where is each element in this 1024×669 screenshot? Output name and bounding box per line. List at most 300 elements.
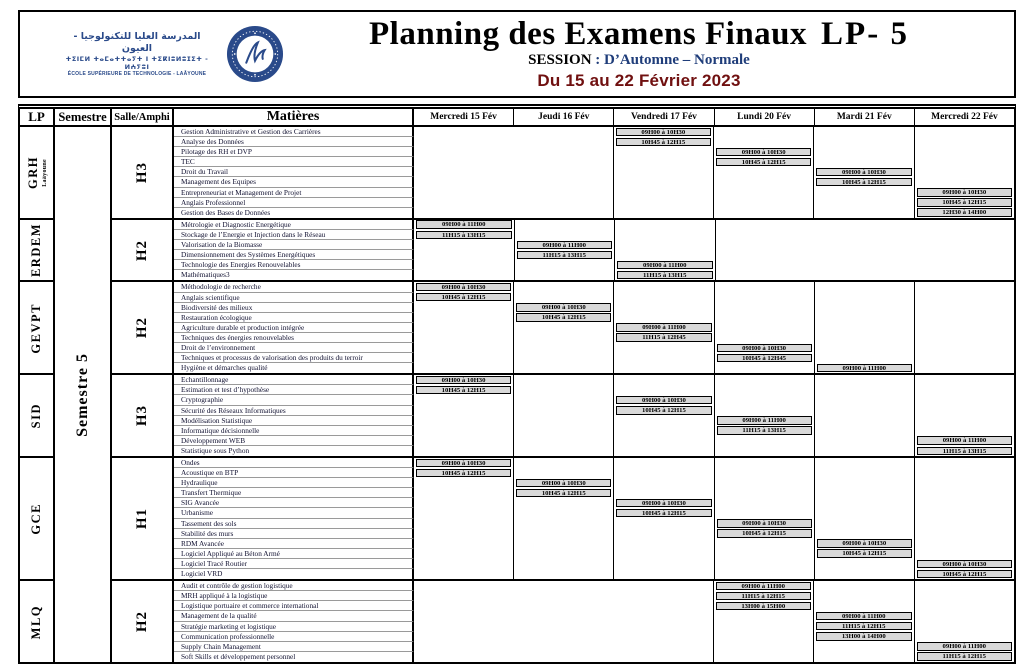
day-cell <box>513 468 613 478</box>
day-cell <box>814 395 914 405</box>
day-cell <box>613 446 713 456</box>
day-cell <box>613 177 713 187</box>
day-cell <box>414 446 513 456</box>
day-cell <box>513 188 612 198</box>
day-cell <box>514 632 614 642</box>
day-cell <box>514 220 615 230</box>
day-cell <box>613 539 713 549</box>
day-cell <box>815 230 915 240</box>
day-cell <box>914 591 1015 601</box>
day-cell <box>714 363 814 373</box>
subject-name: Sécurité des Réseaux Informatiques <box>174 406 414 416</box>
day-cell <box>814 446 914 456</box>
exam-time-slot: 11H15 à 13H15 <box>416 231 512 239</box>
day-cell <box>714 468 814 478</box>
exam-time-slot: 11H15 à 13H15 <box>717 426 812 434</box>
day-cell <box>715 220 816 230</box>
column-header-day-2: Jeudi 16 Fév <box>513 109 613 125</box>
day-cell <box>814 363 914 373</box>
day-cell <box>713 591 814 601</box>
day-cell <box>714 488 814 498</box>
subject-name: Ondes <box>174 458 414 468</box>
day-cell <box>513 488 613 498</box>
day-cell <box>613 642 713 652</box>
day-cell <box>914 539 1014 549</box>
day-cell <box>914 198 1014 208</box>
day-cell <box>414 458 513 468</box>
day-cell <box>613 406 713 416</box>
page-title <box>284 17 994 52</box>
subject-name: Métrologie et Diagnostic Energétique <box>174 220 414 230</box>
day-cell <box>914 601 1015 611</box>
day-cell <box>513 385 613 395</box>
room-cell-grh <box>112 127 174 218</box>
day-cell <box>414 468 513 478</box>
exam-time-slot: 09H00 à 11H00 <box>816 612 912 620</box>
subject-row <box>174 147 1014 157</box>
day-cell <box>814 323 914 333</box>
day-cell <box>513 498 613 508</box>
day-cell <box>613 519 713 529</box>
day-cell <box>613 188 713 198</box>
day-cell <box>914 498 1014 508</box>
subject-name: Gestion Administrative et Gestion des Carrières <box>174 127 414 137</box>
exam-time-slot: 10H45 à 12H15 <box>717 529 812 537</box>
day-cell <box>813 127 913 137</box>
subject-row <box>174 581 1014 591</box>
subject-row <box>174 137 1014 147</box>
day-cell <box>414 642 514 652</box>
day-cell <box>513 147 612 157</box>
day-cell <box>414 569 513 579</box>
semester-column <box>55 127 112 662</box>
subject-name: Logistique portuaire et commerce international <box>174 601 414 611</box>
subject-row <box>174 488 1014 498</box>
day-cell <box>914 395 1014 405</box>
day-cell <box>914 127 1014 137</box>
day-cell <box>613 375 713 385</box>
day-cell <box>814 559 914 569</box>
day-cell <box>914 468 1014 478</box>
subject-name: Informatique décisionnelle <box>174 426 414 436</box>
day-cell <box>414 539 513 549</box>
document-header <box>18 10 1016 98</box>
day-cell <box>414 230 514 240</box>
day-cell <box>513 363 613 373</box>
day-cell <box>714 293 814 303</box>
subject-row <box>174 230 1014 240</box>
day-cell <box>414 395 513 405</box>
subject-row <box>174 611 1014 621</box>
day-cell <box>915 220 1015 230</box>
institution-name-tifinagh: ⵜⵉⵏⵎⵍ ⵜⴰⵎⴰⵜⵜⴰⵢⵜ ⵏ ⵜⵉⴽⵏⵓⵍⵓⵊⵉⵜ - ⵍⵄⵢⵓⵏ <box>65 54 209 71</box>
program-name: GRH <box>25 155 40 189</box>
room-cell-gce <box>112 458 174 579</box>
day-cell <box>914 313 1014 323</box>
day-cell <box>613 529 713 539</box>
day-cell <box>914 363 1014 373</box>
day-cell <box>614 220 715 230</box>
day-cell <box>414 363 513 373</box>
exam-time-slot: 11H15 à 12H15 <box>716 592 812 600</box>
day-cell <box>613 323 713 333</box>
day-cell <box>513 426 613 436</box>
day-cell <box>513 208 612 218</box>
day-cell <box>414 343 513 353</box>
day-cell <box>613 426 713 436</box>
day-cell <box>613 343 713 353</box>
subject-row <box>174 127 1014 137</box>
day-cell <box>513 395 613 405</box>
day-cell <box>414 591 514 601</box>
day-cell <box>713 137 813 147</box>
day-cell <box>414 250 514 260</box>
day-cell <box>614 260 715 270</box>
day-cell <box>714 569 814 579</box>
day-cell <box>513 333 613 343</box>
title-program-level: LP- 5 <box>821 15 909 52</box>
day-cell <box>713 622 814 632</box>
program-cell-erdem <box>20 220 53 283</box>
day-cell <box>613 303 713 313</box>
program-column <box>20 127 55 662</box>
day-cell <box>514 642 614 652</box>
day-cell <box>414 353 513 363</box>
subject-name: Statistique sous Python <box>174 446 414 456</box>
subject-name: Logiciel Appliqué au Béton Armé <box>174 549 414 559</box>
day-cell <box>914 581 1015 591</box>
day-cell <box>714 395 814 405</box>
exam-time-slot: 09H00 à 10H30 <box>616 128 711 136</box>
day-cell <box>414 127 513 137</box>
day-cell <box>414 632 514 642</box>
day-cell <box>513 313 613 323</box>
program-name: SID <box>29 403 43 429</box>
day-cell <box>814 406 914 416</box>
subject-row <box>174 519 1014 529</box>
exam-time-slot: 13H00 à 14H00 <box>816 632 912 640</box>
room-cell-erdem <box>112 220 174 281</box>
day-cell <box>713 177 813 187</box>
day-cell <box>914 137 1014 147</box>
day-cell <box>613 622 713 632</box>
exam-time-slot: 10H45 à 12H15 <box>516 489 611 497</box>
day-cell <box>713 652 814 662</box>
day-cell <box>914 642 1015 652</box>
institution-block <box>62 31 212 77</box>
day-cell <box>813 581 914 591</box>
subject-name: Développement WEB <box>174 436 414 446</box>
subject-row <box>174 270 1014 280</box>
day-cell <box>714 343 814 353</box>
day-cell <box>814 519 914 529</box>
exam-time-slot: 10H45 à 12H15 <box>416 469 511 477</box>
day-cell <box>414 260 514 270</box>
subject-row <box>174 375 1014 385</box>
subject-row <box>174 343 1014 353</box>
day-cell <box>513 539 613 549</box>
day-cell <box>914 622 1015 632</box>
day-cell <box>914 303 1014 313</box>
day-cell <box>813 611 914 621</box>
subject-name: Transfert Thermique <box>174 488 414 498</box>
day-cell <box>414 406 513 416</box>
day-cell <box>613 478 713 488</box>
exam-time-slot: 10H45 à 12H15 <box>416 293 511 301</box>
day-cell <box>513 519 613 529</box>
subject-name: Hygiène et démarches qualité <box>174 363 414 373</box>
column-header-day-4: Lundi 20 Fév <box>714 109 814 125</box>
day-cell <box>914 569 1014 579</box>
table-body <box>20 127 1014 662</box>
day-cell <box>414 157 513 167</box>
subject-row <box>174 622 1014 632</box>
exam-time-slot: 10H45 à 12H15 <box>817 549 912 557</box>
exam-time-slot: 09H00 à 10H30 <box>717 519 812 527</box>
day-cell <box>914 519 1014 529</box>
day-cell <box>513 529 613 539</box>
exam-time-slot: 09H00 à 11H00 <box>517 241 613 249</box>
day-cell <box>414 375 513 385</box>
column-header-matieres: Matières <box>174 109 414 125</box>
exam-time-slot: 10H45 à 12H15 <box>616 509 711 517</box>
exam-time-slot: 11H15 à 12H15 <box>816 622 912 630</box>
subject-row <box>174 416 1014 426</box>
day-cell <box>914 385 1014 395</box>
exam-time-slot: 09H00 à 10H30 <box>616 499 711 507</box>
day-cell <box>715 240 816 250</box>
day-cell <box>813 157 913 167</box>
subject-name: Technologie des Energies Renouvelables <box>174 260 414 270</box>
day-cell <box>414 611 514 621</box>
subject-name: Hydraulique <box>174 478 414 488</box>
column-header-day-3: Vendredi 17 Fév <box>613 109 713 125</box>
day-cell <box>714 353 814 363</box>
subject-name: SIG Avancée <box>174 498 414 508</box>
day-cell <box>513 198 612 208</box>
day-cell <box>713 632 814 642</box>
day-cell <box>513 343 613 353</box>
day-cell <box>715 260 816 270</box>
day-cell <box>815 250 915 260</box>
day-cell <box>414 488 513 498</box>
room-label: H2 <box>133 239 150 261</box>
day-cell <box>414 416 513 426</box>
room-label: H3 <box>133 161 150 183</box>
day-cell <box>513 177 612 187</box>
subject-row <box>174 559 1014 569</box>
session-line <box>284 52 994 69</box>
day-cell <box>613 208 713 218</box>
day-cell <box>614 230 715 240</box>
day-cell <box>713 157 813 167</box>
day-cell <box>813 652 914 662</box>
day-cell <box>613 167 713 177</box>
day-cell <box>914 436 1014 446</box>
day-cell <box>814 353 914 363</box>
exam-time-slot: 10H45 à 12H15 <box>917 570 1012 578</box>
exam-time-slot: 09H00 à 11H00 <box>617 261 713 269</box>
day-cell <box>414 559 513 569</box>
day-cell <box>914 375 1014 385</box>
day-cell <box>613 353 713 363</box>
day-cell <box>813 622 914 632</box>
day-cell <box>914 549 1014 559</box>
exam-time-slot: 13H00 à 15H00 <box>716 602 812 610</box>
subject-row <box>174 385 1014 395</box>
subject-name: Agriculture durable et production intégrée <box>174 323 414 333</box>
subject-row <box>174 395 1014 405</box>
subject-row <box>174 240 1014 250</box>
day-cell <box>914 323 1014 333</box>
subject-name: MRH appliqué à la logistique <box>174 591 414 601</box>
day-cell <box>814 385 914 395</box>
day-cell <box>414 198 513 208</box>
subject-name: Logiciel VRD <box>174 569 414 579</box>
day-cell <box>915 250 1015 260</box>
day-cell <box>914 529 1014 539</box>
day-cell <box>414 529 513 539</box>
day-cell <box>814 343 914 353</box>
subject-row <box>174 157 1014 167</box>
day-cell <box>614 250 715 260</box>
day-cell <box>414 240 514 250</box>
day-cell <box>613 652 713 662</box>
subject-name: Stockage de l’Energie et Injection dans le Réseau <box>174 230 414 240</box>
day-cell <box>513 323 613 333</box>
day-cell <box>414 519 513 529</box>
day-cell <box>813 208 913 218</box>
column-header-lp: LP <box>20 109 55 125</box>
day-cell <box>414 188 513 198</box>
exam-time-slot: 11H15 à 12H15 <box>917 652 1013 660</box>
day-cell <box>714 446 814 456</box>
program-group-mlq <box>112 581 1014 662</box>
day-cell <box>914 446 1014 456</box>
subject-name: Mathématiques3 <box>174 270 414 280</box>
subject-row <box>174 632 1014 642</box>
subject-name: Stratégie marketing et logistique <box>174 622 414 632</box>
day-cell <box>914 353 1014 363</box>
day-cell <box>613 313 713 323</box>
subject-name: Modélisation Statistique <box>174 416 414 426</box>
subject-row <box>174 508 1014 518</box>
subject-name: Management de la qualité <box>174 611 414 621</box>
day-cell <box>714 406 814 416</box>
exam-time-slot: 10H45 à 12H45 <box>717 354 812 362</box>
day-cell <box>513 353 613 363</box>
semester-label: Semestre 5 <box>73 352 91 437</box>
day-cell <box>514 240 615 250</box>
day-cell <box>414 303 513 313</box>
day-cell <box>613 137 713 147</box>
program-group-grh <box>112 127 1014 220</box>
day-cell <box>813 198 913 208</box>
exam-time-slot: 10H45 à 12H15 <box>816 178 911 186</box>
day-cell <box>915 260 1015 270</box>
day-cell <box>914 416 1014 426</box>
day-cell <box>814 282 914 292</box>
day-cell <box>715 250 816 260</box>
exam-time-slot: 09H00 à 10H30 <box>616 396 711 404</box>
subject-row <box>174 498 1014 508</box>
exam-time-slot: 09H00 à 11H00 <box>717 416 812 424</box>
subject-name: Audit et contrôle de gestion logistique <box>174 581 414 591</box>
day-cell <box>513 569 613 579</box>
day-cell <box>513 406 613 416</box>
subject-name: Cryptographie <box>174 395 414 405</box>
day-cell <box>513 157 612 167</box>
day-cell <box>613 416 713 426</box>
program-cell-grh <box>20 127 53 220</box>
column-header-salle: Salle/Amphi <box>112 109 174 125</box>
day-cell <box>813 177 913 187</box>
day-cell <box>513 127 612 137</box>
day-cell <box>714 559 814 569</box>
room-cell-sid <box>112 375 174 456</box>
day-cell <box>513 549 613 559</box>
day-cell <box>713 127 813 137</box>
exam-time-slot: 12H30 à 14H00 <box>917 208 1012 216</box>
day-cell <box>414 426 513 436</box>
day-cell <box>514 250 615 260</box>
day-cell <box>914 282 1014 292</box>
exam-time-slot: 09H00 à 10H30 <box>416 459 511 467</box>
subject-row <box>174 208 1014 218</box>
subject-row <box>174 188 1014 198</box>
day-cell <box>814 468 914 478</box>
day-cell <box>814 539 914 549</box>
day-cell <box>714 375 814 385</box>
day-cell <box>815 240 915 250</box>
day-cell <box>513 137 612 147</box>
day-cell <box>613 395 713 405</box>
exam-time-slot: 09H00 à 11H00 <box>416 220 512 228</box>
day-cell <box>414 167 513 177</box>
program-cell-sid <box>20 375 53 458</box>
subject-name: Restauration écologique <box>174 313 414 323</box>
date-range: Du 15 au 22 Février 2023 <box>537 71 741 91</box>
day-cell <box>513 446 613 456</box>
day-cell <box>914 652 1015 662</box>
subject-name: Pilotage des RH et DVP <box>174 147 414 157</box>
subject-name: Urbanisme <box>174 508 414 518</box>
day-cell <box>613 363 713 373</box>
day-cell <box>714 458 814 468</box>
program-cell-mlq <box>20 581 53 662</box>
day-cell <box>613 601 713 611</box>
day-cell <box>714 529 814 539</box>
day-cell <box>713 167 813 177</box>
program-name: GCE <box>29 502 43 535</box>
day-cell <box>714 436 814 446</box>
day-cell <box>414 208 513 218</box>
program-group-gevpt <box>112 282 1014 375</box>
subject-name: Anglais Professionnel <box>174 198 414 208</box>
day-cell <box>613 127 713 137</box>
subject-row <box>174 198 1014 208</box>
exam-time-slot: 11H15 à 13H15 <box>517 251 613 259</box>
subject-row <box>174 250 1014 260</box>
day-cell <box>414 282 513 292</box>
day-cell <box>914 559 1014 569</box>
day-cell <box>915 240 1015 250</box>
day-cell <box>814 488 914 498</box>
day-cell <box>514 260 615 270</box>
subject-row <box>174 333 1014 343</box>
subject-row <box>174 652 1014 662</box>
exam-time-slot: 10H45 à 12H15 <box>917 198 1012 206</box>
